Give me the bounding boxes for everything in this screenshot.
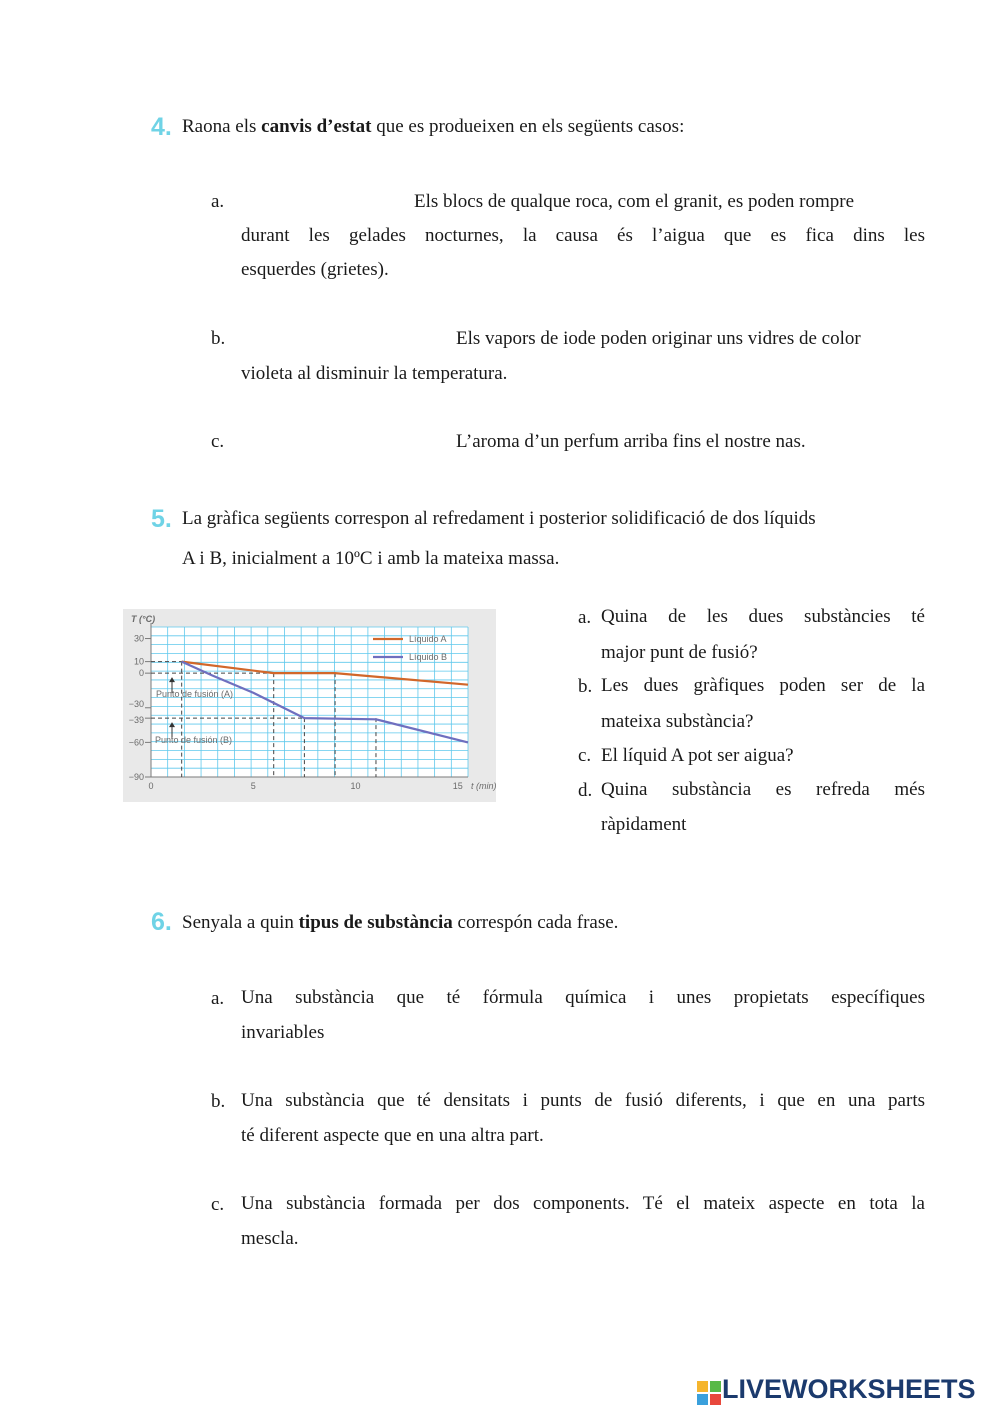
- q4-item-b-line2: violeta al disminuir la temperatura.: [241, 363, 508, 384]
- q5-question-a-line2: major punt de fusió?: [601, 642, 758, 663]
- question-5-line1: La gràfica següents correspon al refredament i posterior solidificació de dos líquids: [182, 508, 816, 529]
- q4-item-c-letter: c.: [211, 431, 225, 452]
- q6-item-c-line1: [241, 1187, 925, 1221]
- chart-x-tick-label: 10: [350, 781, 361, 791]
- q4-item-b-line1: Els vapors de iode poden originar uns vidres de color: [456, 328, 861, 349]
- q5-question-b-letter: b.: [578, 676, 593, 697]
- q4-item-a-line2-text: durant les gelades nocturnes, la causa és l’aigua que es fica dins les: [241, 225, 925, 246]
- q6-item-c-line2: mescla.: [241, 1228, 299, 1249]
- question-6-intro: [182, 912, 618, 934]
- q5-question-b-line2: mateixa substància?: [601, 711, 754, 732]
- q4-item-a-line2: [241, 219, 925, 253]
- liveworksheets-logo: [697, 1374, 997, 1410]
- q5-question-a-line1: [601, 600, 925, 634]
- q6-item-b-line2: té diferent aspecte que en una altra part.: [241, 1125, 544, 1146]
- q4-item-a-letter: a.: [211, 191, 225, 212]
- chart-x-axis-title: t (min): [471, 781, 496, 791]
- q4-item-a-line1: Els blocs de qualque roca, com el granit, es poden rompre: [414, 191, 855, 212]
- q6-item-a-line1: [241, 981, 925, 1015]
- q4-item-c-line1: L’aroma d’un perfum arriba fins el nostre nas.: [456, 431, 806, 452]
- q4-intro-post: que es produeixen en els següents casos:: [371, 116, 685, 137]
- q4-item-b-letter: b.: [211, 328, 226, 349]
- q6-item-c-letter: c.: [211, 1194, 225, 1215]
- q6-item-b-letter: b.: [211, 1091, 226, 1112]
- q5-question-b-line1: [601, 669, 925, 703]
- chart-y-tick-label: 10: [133, 656, 144, 667]
- chart-x-tick-label: 5: [250, 781, 256, 791]
- question-5-line2: A i B, inicialment a 10ºC i amb la mateixa massa.: [182, 548, 560, 569]
- chart-y-tick-label: −30: [128, 698, 144, 709]
- chart-x-tick-label: 0: [148, 781, 154, 791]
- q4-intro-pre: Raona els: [182, 116, 262, 137]
- chart-plot-area: [151, 627, 468, 777]
- q5-question-a-line1-text: Quina de les dues substàncies té: [601, 606, 925, 627]
- chart-legend-label: Líquido A: [409, 634, 447, 644]
- q6-intro-pre: Senyala a quin: [182, 912, 299, 933]
- chart-legend-label: Líquido B: [409, 652, 448, 662]
- chart-x-tick-label: 15: [452, 781, 463, 791]
- cooling-chart: [123, 609, 496, 802]
- q6-item-b-line1: [241, 1084, 925, 1118]
- q5-question-b-line1-text: Les dues gràfiques poden ser de la: [601, 675, 925, 696]
- chart-annotation-label: Punto de fusión (B): [155, 735, 233, 746]
- q4-item-a-line3: esquerdes (grietes).: [241, 259, 389, 280]
- question-4-intro: [182, 116, 684, 138]
- q5-question-d-line1: [601, 773, 925, 807]
- question-6-number: 6.: [151, 908, 172, 936]
- cooling-chart-svg: [123, 609, 496, 802]
- chart-y-tick-label: 0: [138, 668, 144, 679]
- q5-question-d-line2: ràpidament: [601, 814, 687, 835]
- q6-item-a-line1-text: Una substància que té fórmula química i unes propietats específiques: [241, 987, 925, 1008]
- liveworksheets-wordmark: LIVEWORKSHEETS: [722, 1374, 976, 1404]
- q5-question-c-letter: c.: [578, 745, 592, 766]
- chart-y-tick-label: −39: [128, 715, 144, 726]
- chart-y-axis-title: T (°C): [131, 614, 156, 624]
- q5-question-a-letter: a.: [578, 607, 592, 628]
- q6-intro-bold: tipus de substància: [298, 912, 453, 933]
- q6-intro-post: correspón cada frase.: [452, 912, 619, 933]
- q6-item-a-line2: invariables: [241, 1022, 325, 1043]
- question-4-number: 4.: [151, 113, 172, 141]
- q6-item-b-line1-text: Una substància que té densitats i punts de fusió diferents, i que en una parts: [241, 1090, 925, 1111]
- q5-question-d-line1-text: Quina substància es refreda més: [601, 779, 925, 800]
- chart-annotation-label: Punto de fusión (A): [156, 689, 234, 700]
- q6-item-a-letter: a.: [211, 988, 225, 1009]
- question-5-number: 5.: [151, 505, 172, 533]
- chart-y-tick-label: −60: [128, 737, 144, 748]
- q4-intro-bold: canvis d’estat: [261, 116, 372, 137]
- chart-y-tick-label: −90: [128, 772, 144, 782]
- q5-question-d-letter: d.: [578, 780, 593, 801]
- q6-item-c-line1-text: Una substància formada per dos components. Té el mateix aspecte en tota la: [241, 1193, 925, 1214]
- liveworksheets-logo-icon: [697, 1381, 721, 1405]
- chart-y-tick-label: 30: [133, 633, 144, 644]
- q5-question-c-line1: El líquid A pot ser aigua?: [601, 745, 794, 766]
